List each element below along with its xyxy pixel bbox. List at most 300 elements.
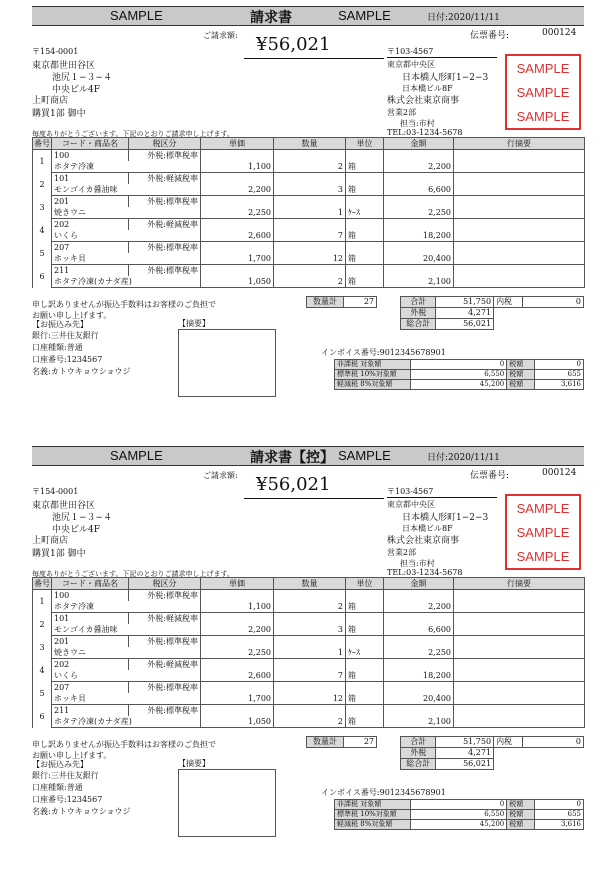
- item-name: ホタテ冷凍(カナダ産): [52, 716, 201, 728]
- account-type: 口座種類:普通: [32, 343, 83, 352]
- item-unit: 箱: [346, 601, 384, 613]
- tax-row: [335, 360, 584, 370]
- memo-box: [178, 769, 276, 837]
- tax-basis-label: 10%対象額: [360, 810, 397, 818]
- tax-amount: 655: [535, 810, 584, 820]
- item-amount: 2,100: [384, 716, 454, 728]
- tax-category: [335, 380, 411, 390]
- table-header-row: [33, 138, 585, 150]
- tax-amount-label: 税額: [507, 820, 535, 830]
- qty-total-label: 数量計: [307, 737, 344, 748]
- item-line-memo: [454, 647, 585, 659]
- item-line-memo: [454, 716, 585, 728]
- memo-box: [178, 329, 276, 397]
- fee-note-line2: お願い申し上げます。: [32, 311, 112, 320]
- tax-basis-amount: 6,550: [410, 370, 506, 380]
- customer-company: 上町商店: [32, 536, 69, 546]
- item-tax-category: 外税:軽減税率: [129, 659, 201, 671]
- stamp-text: SAMPLE: [516, 61, 570, 76]
- subtotal: 51,750: [436, 297, 494, 308]
- item-price: 1,050: [201, 716, 274, 728]
- grand-total: 56,021: [436, 759, 494, 770]
- sample-label-left: SAMPLE: [110, 448, 163, 463]
- sender-company: 株式会社東京商事: [387, 536, 460, 546]
- item-name: いくら: [52, 230, 201, 242]
- item-quantity: 7: [274, 670, 346, 682]
- item-code: 101: [52, 173, 129, 185]
- item-line-memo: [454, 670, 585, 682]
- table-row: [33, 670, 585, 682]
- invoice-date: 日付:2020/11/11: [427, 453, 500, 463]
- greeting: 毎度ありがとうございます。下記のとおりご請求申し上げます。: [32, 130, 234, 138]
- item-amount: 20,400: [384, 693, 454, 705]
- item-code: 100: [52, 590, 129, 602]
- table-header-row: [33, 578, 585, 590]
- table-row: [33, 682, 585, 694]
- customer-address: 東京都世田谷区: [32, 61, 96, 71]
- invoice: [32, 6, 584, 406]
- invoice-date: 日付:2020/11/11: [427, 13, 500, 23]
- table-row: [33, 624, 585, 636]
- stamp-text: SAMPLE: [516, 85, 570, 100]
- customer-department: 購買1部 御中: [32, 549, 86, 559]
- outer-tax-label: 外税: [401, 308, 436, 319]
- invoice-title: 請求書: [250, 10, 292, 26]
- sender-contact: 担当:市村: [400, 559, 435, 568]
- column-header: 単位: [346, 138, 384, 150]
- invoice-title: 請求書【控】: [250, 450, 334, 466]
- item-number: 2: [33, 613, 52, 636]
- tax-category: [335, 800, 411, 810]
- billing-amount: ¥56,021: [256, 474, 331, 495]
- qty-total-label: 数量計: [307, 297, 344, 308]
- table-row: [33, 636, 585, 648]
- bank-name: 銀行:三井住友銀行: [32, 331, 99, 340]
- table-row: [33, 276, 585, 288]
- sender-address: 東京都中央区: [387, 60, 435, 69]
- amount-underline: [244, 58, 384, 59]
- sender-building: 日本橋ビル8F: [402, 84, 453, 93]
- table-row: [33, 184, 585, 196]
- sample-label-left: SAMPLE: [110, 8, 163, 23]
- item-code: 100: [52, 150, 129, 162]
- item-number: 2: [33, 173, 52, 196]
- customer-address-line2: 池尻１−３−４: [52, 73, 113, 83]
- customer-postal: 〒154-0001: [32, 47, 79, 56]
- item-code: 101: [52, 613, 129, 625]
- table-row: [33, 265, 585, 277]
- column-header: 金額: [384, 578, 454, 590]
- table-row: [33, 242, 585, 254]
- item-unit: ｹｰｽ: [346, 207, 384, 219]
- tax-amount: 3,616: [535, 820, 584, 830]
- tax-category-label: 非課税: [337, 800, 358, 808]
- tax-amount: 0: [535, 360, 584, 370]
- item-quantity: 2: [274, 601, 346, 613]
- tax-amount-label: 税額: [507, 380, 535, 390]
- item-tax-category: 外税:軽減税率: [129, 219, 201, 231]
- item-unit: ｹｰｽ: [346, 647, 384, 659]
- item-tax-category: 外税:標準税率: [129, 682, 201, 694]
- item-quantity: 3: [274, 624, 346, 636]
- item-number: 6: [33, 705, 52, 728]
- item-line-memo: [454, 161, 585, 173]
- item-price: 2,250: [201, 207, 274, 219]
- sender-postal: 〒103-4567: [387, 47, 434, 56]
- column-header: 単価: [201, 138, 274, 150]
- item-number: 1: [33, 150, 52, 173]
- greeting: 毎度ありがとうございます。下記のとおりご請求申し上げます。: [32, 570, 234, 578]
- item-name: ホッキ貝: [52, 253, 201, 265]
- item-tax-category: 外税:標準税率: [129, 705, 201, 717]
- item-quantity: 12: [274, 693, 346, 705]
- items-table: [32, 577, 585, 728]
- item-price: 2,600: [201, 230, 274, 242]
- item-quantity: 12: [274, 253, 346, 265]
- item-name: ホタテ冷凍: [52, 161, 201, 173]
- tax-row: [335, 380, 584, 390]
- item-quantity: 1: [274, 207, 346, 219]
- memo-label: 【摘要】: [178, 759, 210, 768]
- item-unit: 箱: [346, 716, 384, 728]
- item-name: ホタテ冷凍(カナダ産): [52, 276, 201, 288]
- slip-number-label: 伝票番号:: [470, 471, 510, 481]
- item-quantity: 7: [274, 230, 346, 242]
- item-line-memo: [454, 601, 585, 613]
- tax-category: [335, 810, 411, 820]
- table-row: [33, 590, 585, 602]
- item-name: ホタテ冷凍: [52, 601, 201, 613]
- table-row: [33, 716, 585, 728]
- table-row: [33, 613, 585, 625]
- item-name: モンゴイカ醤油味: [52, 184, 201, 196]
- column-header: コード・商品名: [52, 138, 129, 150]
- item-amount: 2,200: [384, 601, 454, 613]
- item-amount: 2,200: [384, 161, 454, 173]
- inner-tax-label: 内税: [494, 737, 523, 748]
- item-name: いくら: [52, 670, 201, 682]
- item-unit: 箱: [346, 253, 384, 265]
- tax-category: [335, 820, 411, 830]
- item-name: モンゴイカ醤油味: [52, 624, 201, 636]
- item-tax-category: 外税:標準税率: [129, 636, 201, 648]
- item-line-memo: [454, 693, 585, 705]
- item-price: 2,200: [201, 624, 274, 636]
- tax-category-label: 標準税: [337, 370, 358, 378]
- sender-tel: TEL:03-1234-5678: [387, 568, 463, 577]
- item-tax-category: 外税:軽減税率: [129, 613, 201, 625]
- outer-tax: 4,271: [436, 308, 494, 319]
- tax-breakdown-table: [334, 359, 584, 390]
- slip-number-label: 伝票番号:: [470, 31, 510, 41]
- tax-basis-amount: 45,200: [410, 820, 506, 830]
- stamp-text: SAMPLE: [516, 109, 570, 124]
- tax-basis-label: 8%対象額: [360, 820, 393, 828]
- column-header: 番号: [34, 579, 50, 588]
- tax-amount: 0: [535, 800, 584, 810]
- item-amount: 18,200: [384, 670, 454, 682]
- tax-amount: 655: [535, 370, 584, 380]
- tax-category: [335, 370, 411, 380]
- totals-table: [400, 736, 584, 770]
- bank-name: 銀行:三井住友銀行: [32, 771, 99, 780]
- bank-title: 【お振込み先】: [32, 760, 88, 769]
- account-number: 口座番号:1234567: [32, 795, 103, 804]
- item-tax-category: 外税:標準税率: [129, 196, 201, 208]
- table-row: [33, 207, 585, 219]
- sample-label-right: SAMPLE: [338, 448, 391, 463]
- tax-row: [335, 370, 584, 380]
- invoice-registration-number: インボイス番号:9012345678901: [321, 788, 446, 797]
- item-line-memo: [454, 230, 585, 242]
- subtotal-label: 合計: [401, 737, 436, 748]
- bank-title: 【お振込み先】: [32, 320, 88, 329]
- item-unit: 箱: [346, 276, 384, 288]
- table-row: [33, 693, 585, 705]
- tax-basis-amount: 0: [410, 360, 506, 370]
- item-code: 201: [52, 636, 129, 648]
- tax-basis-amount: 45,200: [410, 380, 506, 390]
- column-header: 金額: [384, 138, 454, 150]
- item-name: 焼きウニ: [52, 647, 201, 659]
- table-row: [33, 601, 585, 613]
- tax-basis-label: 対象額: [360, 360, 382, 368]
- column-header: 行摘要: [454, 578, 585, 590]
- sender-department: 営業2部: [387, 548, 417, 557]
- sample-label-right: SAMPLE: [338, 8, 391, 23]
- tax-row: [335, 810, 584, 820]
- item-price: 2,600: [201, 670, 274, 682]
- table-row: [33, 173, 585, 185]
- tax-basis-amount: 0: [410, 800, 506, 810]
- item-amount: 6,600: [384, 624, 454, 636]
- customer-department: 購買1部 御中: [32, 109, 86, 119]
- column-header: 数量: [274, 138, 346, 150]
- item-number: 4: [33, 659, 52, 682]
- item-unit: 箱: [346, 230, 384, 242]
- table-row: [33, 253, 585, 265]
- customer-building: 中央ビル4F: [52, 85, 100, 95]
- item-unit: 箱: [346, 184, 384, 196]
- customer-company: 上町商店: [32, 96, 69, 106]
- tax-row: [335, 800, 584, 810]
- tax-amount-label: 税額: [507, 370, 535, 380]
- tax-category: [335, 360, 411, 370]
- fee-note: 申し訳ありませんが振込手数料はお客様のご負担で: [32, 300, 216, 309]
- qty-total-box: [306, 296, 377, 308]
- tax-amount: 3,616: [535, 380, 584, 390]
- item-amount: 2,250: [384, 207, 454, 219]
- header-bar: [32, 446, 584, 466]
- item-price: 1,100: [201, 161, 274, 173]
- item-amount: 20,400: [384, 253, 454, 265]
- account-type: 口座種類:普通: [32, 783, 83, 792]
- item-number: 5: [33, 682, 52, 705]
- tax-amount-label: 税額: [507, 810, 535, 820]
- amount-label: ご請求額:: [203, 31, 238, 40]
- item-price: 1,100: [201, 601, 274, 613]
- slip-number: 000124: [542, 468, 577, 478]
- item-amount: 18,200: [384, 230, 454, 242]
- table-row: [33, 196, 585, 208]
- table-row: [33, 219, 585, 231]
- amount-underline: [244, 498, 384, 499]
- tax-amount-label: 税額: [507, 800, 535, 810]
- item-line-memo: [454, 624, 585, 636]
- sender-contact: 担当:市村: [400, 119, 435, 128]
- column-header: 行摘要: [454, 138, 585, 150]
- column-header: 単位: [346, 578, 384, 590]
- account-name: 名義:カトウキョウショウジ: [32, 367, 131, 376]
- tax-basis-amount: 6,550: [410, 810, 506, 820]
- table-row: [33, 161, 585, 173]
- stamp-text: SAMPLE: [516, 525, 570, 540]
- column-header: 番号: [34, 139, 50, 148]
- table-row: [33, 705, 585, 717]
- inner-tax: 0: [522, 297, 583, 308]
- subtotal: 51,750: [436, 737, 494, 748]
- item-price: 1,700: [201, 693, 274, 705]
- column-header: 単価: [201, 578, 274, 590]
- qty-total: 27: [344, 737, 377, 748]
- sender-underline: [387, 57, 497, 58]
- subtotal-label: 合計: [401, 297, 436, 308]
- item-price: 2,200: [201, 184, 274, 196]
- sender-address: 東京都中央区: [387, 500, 435, 509]
- item-line-memo: [454, 276, 585, 288]
- table-row: [33, 150, 585, 162]
- customer-address-line2: 池尻１−３−４: [52, 513, 113, 523]
- item-line-memo: [454, 207, 585, 219]
- item-number: 4: [33, 219, 52, 242]
- tax-breakdown-table: [334, 799, 584, 830]
- stamp-text: SAMPLE: [516, 549, 570, 564]
- items-table: [32, 137, 585, 288]
- item-name: ホッキ貝: [52, 693, 201, 705]
- item-amount: 6,600: [384, 184, 454, 196]
- item-code: 207: [52, 242, 129, 254]
- item-tax-category: 外税:標準税率: [129, 590, 201, 602]
- item-tax-category: 外税:標準税率: [129, 265, 201, 277]
- item-unit: 箱: [346, 693, 384, 705]
- fee-note: 申し訳ありませんが振込手数料はお客様のご負担で: [32, 740, 216, 749]
- inner-tax-label: 内税: [494, 297, 523, 308]
- item-number: 5: [33, 242, 52, 265]
- tax-basis-label: 8%対象額: [360, 380, 393, 388]
- amount-label: ご請求額:: [203, 471, 238, 480]
- sender-department: 営業2部: [387, 108, 417, 117]
- item-quantity: 2: [274, 161, 346, 173]
- sender-postal: 〒103-4567: [387, 487, 434, 496]
- tax-category-label: 軽減税: [337, 380, 358, 388]
- item-unit: 箱: [346, 624, 384, 636]
- grand-total: 56,021: [436, 319, 494, 330]
- invoice-registration-number: インボイス番号:9012345678901: [321, 348, 446, 357]
- customer-postal: 〒154-0001: [32, 487, 79, 496]
- slip-number: 000124: [542, 28, 577, 38]
- table-row: [33, 659, 585, 671]
- table-row: [33, 230, 585, 242]
- column-header: コード・商品名: [52, 578, 129, 590]
- item-price: 1,700: [201, 253, 274, 265]
- item-tax-category: 外税:標準税率: [129, 150, 201, 162]
- totals-table: [400, 296, 584, 330]
- table-row: [33, 647, 585, 659]
- item-tax-category: 外税:標準税率: [129, 242, 201, 254]
- item-number: 1: [33, 590, 52, 613]
- item-amount: 2,250: [384, 647, 454, 659]
- item-price: 2,250: [201, 647, 274, 659]
- tax-basis-label: 10%対象額: [360, 370, 397, 378]
- sender-building: 日本橋ビル8F: [402, 524, 453, 533]
- item-tax-category: 外税:軽減税率: [129, 173, 201, 185]
- item-quantity: 2: [274, 716, 346, 728]
- stamp-text: SAMPLE: [516, 501, 570, 516]
- tax-basis-label: 対象額: [360, 800, 382, 808]
- outer-tax: 4,271: [436, 748, 494, 759]
- customer-address: 東京都世田谷区: [32, 501, 96, 511]
- grand-total-label: 総合計: [401, 319, 436, 330]
- memo-label: 【摘要】: [178, 319, 210, 328]
- item-line-memo: [454, 253, 585, 265]
- item-amount: 2,100: [384, 276, 454, 288]
- sender-address-line2: 日本橋人形町1−2−3: [402, 513, 489, 523]
- item-line-memo: [454, 184, 585, 196]
- sender-address-line2: 日本橋人形町1−2−3: [402, 73, 489, 83]
- fee-note-line2: お願い申し上げます。: [32, 751, 112, 760]
- column-header: 税区分: [129, 138, 201, 150]
- tax-category-label: 非課税: [337, 360, 358, 368]
- item-number: 3: [33, 636, 52, 659]
- sample-stamp: [505, 54, 581, 130]
- column-header: 数量: [274, 578, 346, 590]
- sender-company: 株式会社東京商事: [387, 96, 460, 106]
- item-number: 6: [33, 265, 52, 288]
- item-price: 1,050: [201, 276, 274, 288]
- sample-stamp: [505, 494, 581, 570]
- item-unit: 箱: [346, 161, 384, 173]
- item-code: 211: [52, 705, 129, 717]
- tax-row: [335, 820, 584, 830]
- header-bar: [32, 6, 584, 26]
- outer-tax-label: 外税: [401, 748, 436, 759]
- tax-category-label: 標準税: [337, 810, 358, 818]
- item-quantity: 2: [274, 276, 346, 288]
- item-code: 202: [52, 659, 129, 671]
- customer-building: 中央ビル4F: [52, 525, 100, 535]
- qty-total-box: [306, 736, 377, 748]
- qty-total: 27: [344, 297, 377, 308]
- item-code: 207: [52, 682, 129, 694]
- inner-tax: 0: [522, 737, 583, 748]
- item-quantity: 3: [274, 184, 346, 196]
- sender-tel: TEL:03-1234-5678: [387, 128, 463, 137]
- billing-amount: ¥56,021: [256, 34, 331, 55]
- item-number: 3: [33, 196, 52, 219]
- item-name: 焼きウニ: [52, 207, 201, 219]
- item-code: 211: [52, 265, 129, 277]
- item-unit: 箱: [346, 670, 384, 682]
- item-code: 202: [52, 219, 129, 231]
- account-number: 口座番号:1234567: [32, 355, 103, 364]
- invoice: [32, 446, 584, 846]
- sender-underline: [387, 497, 497, 498]
- item-code: 201: [52, 196, 129, 208]
- item-quantity: 1: [274, 647, 346, 659]
- tax-category-label: 軽減税: [337, 820, 358, 828]
- grand-total-label: 総合計: [401, 759, 436, 770]
- account-name: 名義:カトウキョウショウジ: [32, 807, 131, 816]
